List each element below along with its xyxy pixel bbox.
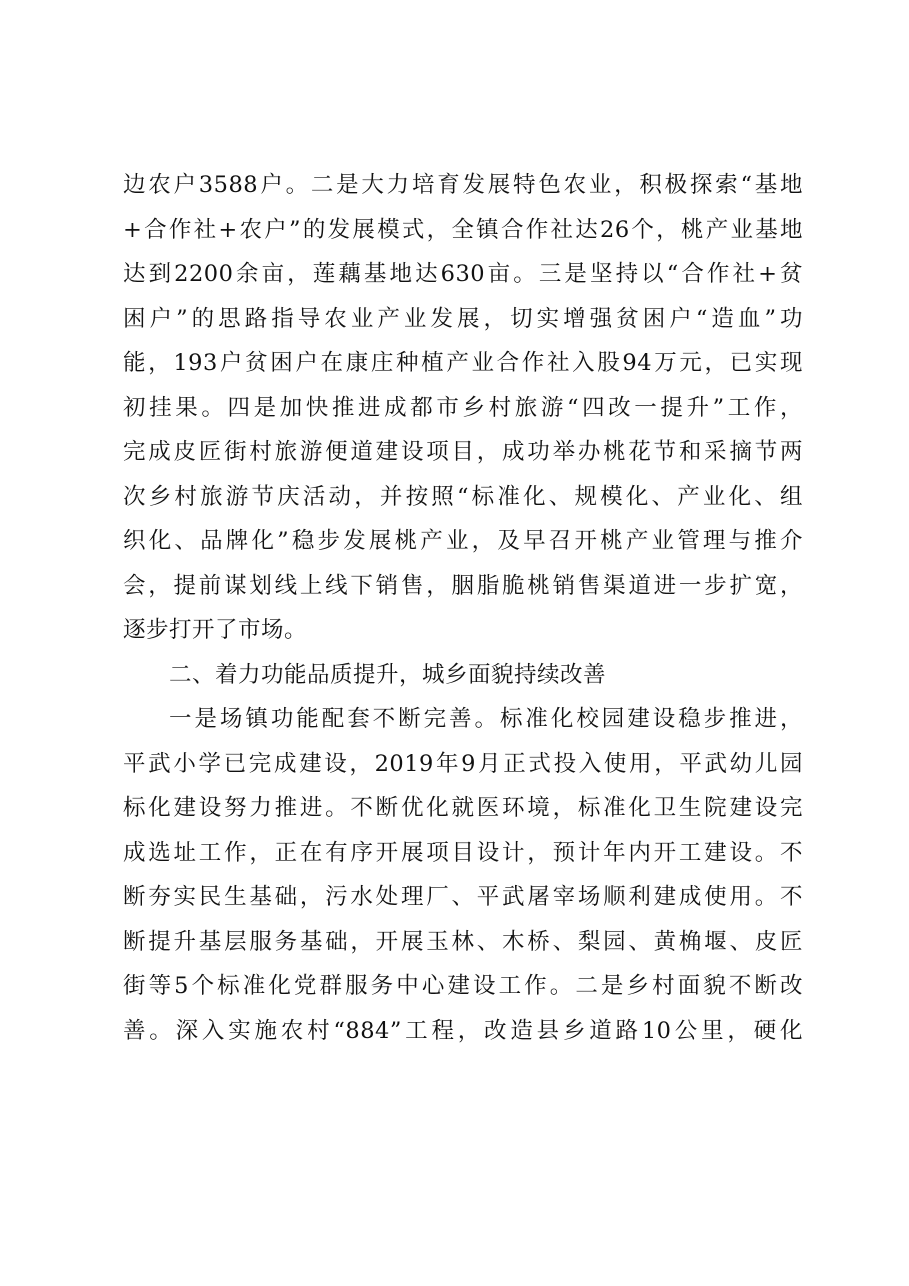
text-line: 次乡村旅游节庆活动，并按照“标准化、规模化、产业化、组 xyxy=(123,483,803,510)
text-line: 一是场镇功能配套不断完善。标准化校园建设稳步推进， xyxy=(169,706,803,732)
text-line: 逐步打开了市场。 xyxy=(123,617,308,643)
text-line: 成选址工作，正在有序开展项目设计，预计年内开工建设。不 xyxy=(123,839,803,866)
text-line: 断提升基层服务基础，开展玉林、木桥、梨园、黄桷堰、皮匠 xyxy=(123,928,803,955)
text-line: 标化建设努力推进。不断优化就医环境，标准化卫生院建设完 xyxy=(123,795,803,821)
text-line: 街等5个标准化党群服务中心建设工作。二是乡村面貌不断改 xyxy=(123,973,803,999)
text-line: 完成皮匠街村旅游便道建设项目，成功举办桃花节和采摘节两 xyxy=(123,439,803,465)
text-line: 能，193户贫困户在康庄种植产业合作社入股94万元，已实现 xyxy=(123,350,803,376)
document-body xyxy=(123,163,803,1053)
text-line: 平武小学已完成建设，2019年9月正式投入使用，平武幼儿园 xyxy=(123,750,803,777)
text-line: 困户”的思路指导农业产业发展，切实增强贫困户“造血”功 xyxy=(123,305,803,332)
text-line: 达到2200余亩，莲藕基地达630亩。三是坚持以“合作社+贫 xyxy=(123,261,803,287)
text-line: 善。深入实施农村“884”工程，改造县乡道路10公里，硬化 xyxy=(123,1017,803,1044)
text-line: 断夯实民生基础，污水处理厂、平武屠宰场顺利建成使用。不 xyxy=(123,884,803,910)
text-line: 边农户3588户。二是大力培育发展特色农业，积极探索“基地 xyxy=(123,172,803,198)
section-heading: 二、着力功能品质提升，城乡面貌持续改善 xyxy=(169,661,607,688)
text-line: 会，提前谋划线上线下销售，胭脂脆桃销售渠道进一步扩宽， xyxy=(123,572,803,599)
text-line: +合作社+农户”的发展模式，全镇合作社达26个，桃产业基地 xyxy=(123,216,803,243)
text-line: 初挂果。四是加快推进成都市乡村旅游“四改一提升”工作， xyxy=(123,394,803,421)
text-line: 织化、品牌化”稳步发展桃产业，及早召开桃产业管理与推介 xyxy=(123,528,803,554)
